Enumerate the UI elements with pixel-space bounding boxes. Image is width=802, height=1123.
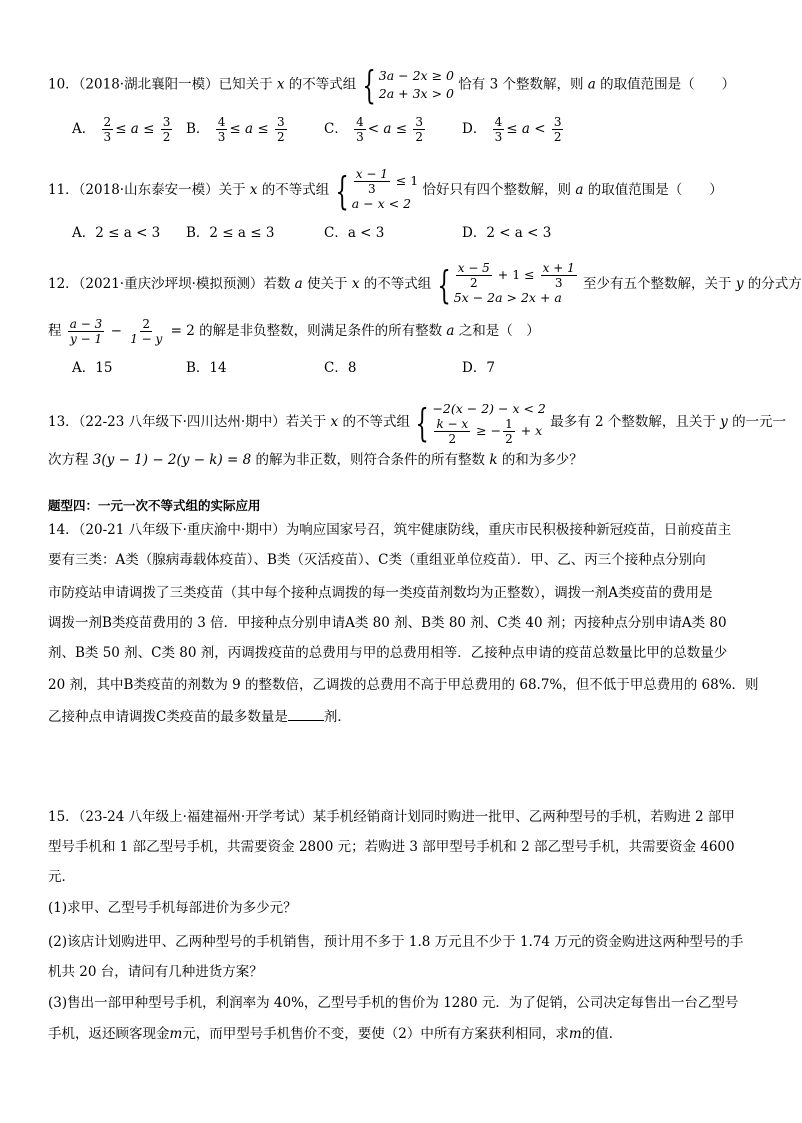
q12-line1 <box>48 262 802 307</box>
q10-option-c: C． $\frac{4}{3}$ < a ≤ $\frac{3}{2}$ <box>324 115 423 144</box>
q12-option-c: C．8 <box>324 360 357 376</box>
q12-suffix: 至少有五个整数解，关于 <box>583 276 732 292</box>
q13-system: { −2(x − 2) − x < 2 $\frac{k - x}{2}$ ≥ − $\frac{1}{2}$ + x <box>415 400 546 446</box>
q10-eq1: 3a − 2x ≥ 0 <box>378 68 454 83</box>
brace-icon: { <box>335 168 349 213</box>
var-a: a <box>575 182 584 198</box>
q11-option-a: A．2 ≤ a < 3 <box>72 225 161 241</box>
q12-mid: 使关于 <box>307 276 348 292</box>
q10-option-d: D． $\frac{4}{3}$ ≤ a < $\frac{3}{2}$ <box>462 115 562 144</box>
var-y: y <box>720 414 728 430</box>
q11-option-c: C．a < 3 <box>324 225 385 241</box>
q11-option-b: B．2 ≤ a ≤ 3 <box>186 225 275 241</box>
brace-icon: { <box>436 262 451 307</box>
q13-line2: 次方程 3(y − 1) − 2(y − k) = 8 的解为非正数，则符合条件的所有整数 k 的和为多少？ <box>48 452 583 468</box>
q12-option-d: D．7 <box>462 360 495 376</box>
q12-line2: 程 $\frac{a - 3}{y - 1}$ − $\frac{2}{1 - y}$ = 2 的解是非负整数，则满足条件的所有整数 a 之和是（ ） <box>48 317 540 346</box>
q11-suffix2: 的取值范围是（ ） <box>587 182 723 198</box>
q13-mid: 的不等式组 <box>342 414 410 430</box>
q10-suffix2: 的取值范围是（ ） <box>600 76 736 93</box>
q14-line: 14．（20-21 八年级下·重庆渝中·期中）为响应国家号召，筑牢健康防线，重庆市民积极接种新冠疫苗，日前疫苗主 <box>48 522 732 538</box>
q15-last-line: 手机，返还顾客现金m元，而甲型号手机售价不变，要使（2）中所有方案获利相同，求m的值． <box>48 1026 623 1042</box>
q14-line: 市防疫站申请调拨了三类疫苗（其中每个接种点调拨的每一类疫苗剂数均为正整数），调拨一剂A类疫苗的费用是 <box>48 585 713 601</box>
q12-option-b: B．14 <box>186 360 227 376</box>
q12-option-a: A．15 <box>72 360 113 376</box>
q11-option-d: D．2 < a < 3 <box>462 225 552 241</box>
q10-suffix: 恰有 3 个整数解，则 <box>458 76 584 93</box>
var-y: y <box>735 276 744 292</box>
q11-line <box>48 168 723 213</box>
q12-suffix2: 的分式方 <box>747 276 802 292</box>
q10-prefix: 10．（2018·湖北襄阳一模）已知关于 <box>48 76 273 93</box>
q11-mid: 的不等式组 <box>261 182 330 198</box>
q15-line: 15．（23-24 八年级上·福建福州·开学考试）某手机经销商计划同时购进一批甲、乙两种型号的手机，若购进 2 部甲 <box>48 809 735 825</box>
q15-line: (3)售出一部甲种型号手机，利润率为 40%，乙型号手机的售价为 1280 元．为了促销，公司决定每售出一台乙型号 <box>48 995 739 1011</box>
var-a: a <box>294 276 303 292</box>
q12-eq2: 5x − 2a > 2x + a <box>453 290 562 305</box>
q14-line: 20 剂，其中B类疫苗的剂数为 9 的整数倍，乙调拨的总费用不高于甲总费用的 68.7%，但不低于甲总费用的 68%．则 <box>48 677 759 693</box>
q11-system: { $\frac{x - 1}{3}$ ≤ 1 a − x < 2 <box>335 167 419 213</box>
q12-system: { $\frac{x - 5}{2}$ + 1 ≤ $\frac{x + 1}{3}$ 5x − 2a > 2x + a <box>436 262 579 307</box>
q12-prefix: 12．（2021·重庆沙坪坝·模拟预测）若数 <box>48 276 291 292</box>
q11-eq2: a − x < 2 <box>351 196 412 211</box>
q14-line: 要有三类：A类（腺病毒载体疫苗）、B类（灭活疫苗）、C类（重组亚单位疫苗）．甲、乙、丙三个接种点分别向 <box>48 552 706 568</box>
q13-suffix2: 的一元一 <box>732 414 787 430</box>
brace-icon: { <box>362 63 376 107</box>
q10-eq2: 2a + 3x > 0 <box>378 86 454 101</box>
var-x: x <box>330 414 339 430</box>
q10-option-a: A． $\frac{2}{3}$ ≤ a ≤ $\frac{3}{2}$ <box>72 115 171 144</box>
q15-line: 机共 20 台，请问有几种进货方案？ <box>48 964 263 980</box>
q15-line: (1)求甲、乙型号手机每部进价为多少元？ <box>48 900 297 916</box>
q11-suffix: 恰好只有四个整数解，则 <box>422 182 572 198</box>
q14-last-line: 乙接种点申请调拨C类疫苗的最多数量是 剂． <box>48 709 351 725</box>
q10-system <box>361 63 454 107</box>
var-x: x <box>351 276 360 292</box>
q10-line <box>48 63 736 107</box>
q11-prefix: 11．（2018·山东泰安一模）关于 <box>48 182 246 198</box>
q14-line: 调拨一剂B类疫苗费用的 3 倍．甲接种点分别申请A类 80 剂、B类 80 剂、C类 40 剂；丙接种点分别申请A类 80 <box>48 615 727 631</box>
q15-line: (2)该店计划购进甲、乙两种型号的手机销售，预计用不多于 1.8 万元且不少于 1.74 万元的资金购进这两种型号的手 <box>48 934 744 950</box>
var-x: x <box>249 182 258 198</box>
brace-icon: { <box>415 400 429 445</box>
var-x: x <box>276 76 285 93</box>
section-title: 题型四：一元一次不等式组的实际应用 <box>48 498 261 513</box>
q15-line: 型号手机和 1 部乙型号手机，共需要资金 2800 元；若购进 3 部甲型号手机和 2 部乙型号手机，共需要资金 4600 <box>48 839 735 855</box>
q15-line: 元． <box>48 869 75 885</box>
q14-line: 剂、B类 50 剂、C类 80 剂，丙调拨疫苗的总费用与甲的总费用相等．乙接种点申请的疫苗总数量比甲的总数量少 <box>48 645 728 661</box>
q10-mid: 的不等式组 <box>288 76 357 93</box>
q10-option-b: B． $\frac{4}{3}$ ≤ a ≤ $\frac{3}{2}$ <box>186 115 285 144</box>
q12-mid2: 的不等式组 <box>363 276 432 292</box>
q13-prefix: 13．（22-23 八年级下·四川达州·期中）若关于 <box>48 414 327 430</box>
q13-suffix: 最多有 2 个整数解，且关于 <box>550 414 716 430</box>
answer-blank[interactable] <box>288 708 324 721</box>
q13-eq1: −2(x − 2) − x < 2 <box>432 401 546 416</box>
q13-equation: 3(y − 1) − 2(y − k) = 8 <box>92 452 252 468</box>
var-a: a <box>587 76 596 93</box>
q13-line1 <box>48 400 786 445</box>
